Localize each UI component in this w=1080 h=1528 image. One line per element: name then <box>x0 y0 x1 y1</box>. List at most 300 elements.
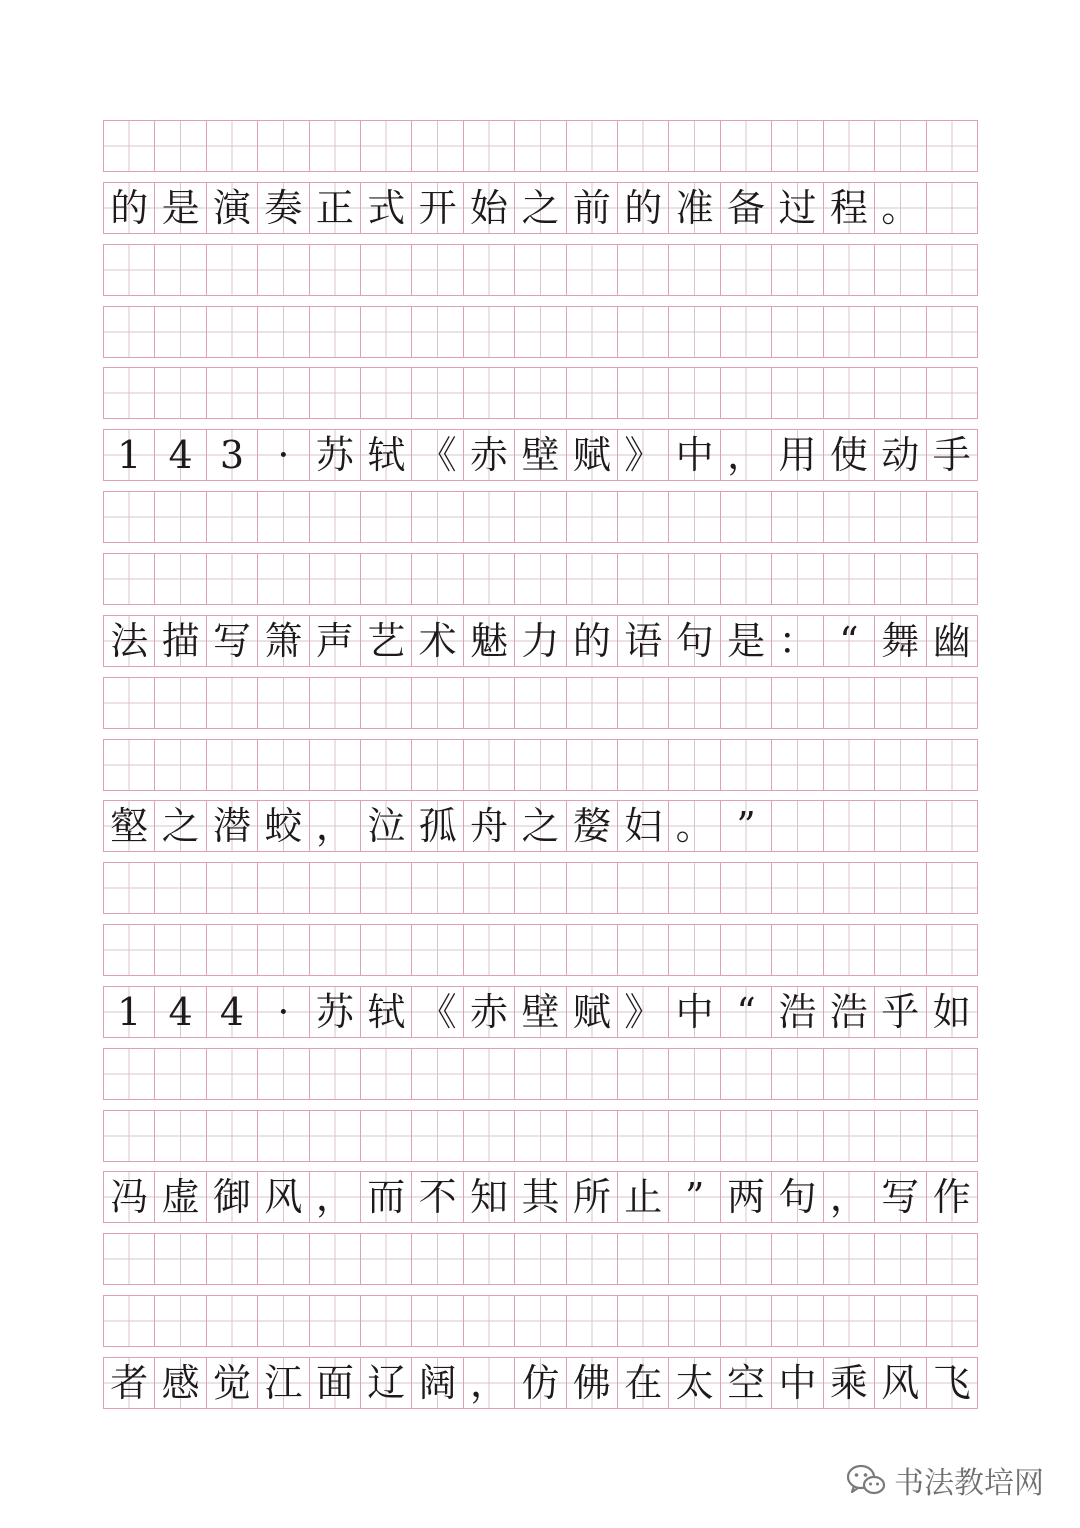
grid-cell: 辽 <box>360 1358 411 1408</box>
grid-cell <box>668 863 719 913</box>
grid-cell: 法 <box>103 616 154 666</box>
grid-cell <box>154 925 205 975</box>
blank-line <box>103 1233 978 1285</box>
grid-cell <box>309 1234 360 1284</box>
grid-cell: 正 <box>309 183 360 233</box>
grid-cell <box>720 121 771 171</box>
grid-cell: 潜 <box>206 801 257 851</box>
grid-cell <box>720 1049 771 1099</box>
grid-cell: ， <box>309 1172 360 1222</box>
grid-cell <box>720 245 771 295</box>
grid-cell <box>566 368 617 418</box>
blank-line <box>103 553 978 605</box>
grid-cell: 3 <box>206 430 257 480</box>
grid-cell <box>771 678 822 728</box>
grid-cell <box>411 863 462 913</box>
grid-cell <box>309 925 360 975</box>
grid-cell: 力 <box>514 616 565 666</box>
grid-cell <box>926 1234 978 1284</box>
grid-cell <box>309 368 360 418</box>
grid-cell <box>257 492 308 542</box>
grid-cell <box>360 1234 411 1284</box>
grid-cell <box>771 492 822 542</box>
grid-cell <box>309 554 360 604</box>
grid-cell: ， <box>823 1172 874 1222</box>
blank-line <box>103 677 978 729</box>
grid-cell <box>926 925 978 975</box>
grid-cell <box>566 492 617 542</box>
grid-cell: 》 <box>617 987 668 1037</box>
grid-cell <box>617 121 668 171</box>
grid-cell <box>617 1234 668 1284</box>
grid-cell <box>874 1049 925 1099</box>
grid-cell: 程 <box>823 183 874 233</box>
grid-cell <box>463 678 514 728</box>
grid-cell <box>566 678 617 728</box>
grid-cell: 写 <box>206 616 257 666</box>
grid-cell <box>514 740 565 790</box>
grid-cell <box>103 554 154 604</box>
grid-cell <box>668 245 719 295</box>
grid-cell <box>668 121 719 171</box>
grid-cell: 的 <box>617 183 668 233</box>
grid-cell <box>720 492 771 542</box>
grid-cell <box>463 925 514 975</box>
grid-cell: 写 <box>874 1172 925 1222</box>
grid-cell <box>309 245 360 295</box>
grid-cell <box>720 1296 771 1346</box>
grid-cell: 之 <box>514 183 565 233</box>
grid-cell <box>771 368 822 418</box>
text-line <box>103 615 978 667</box>
grid-cell: 用 <box>771 430 822 480</box>
grid-cell: 术 <box>411 616 462 666</box>
grid-cell <box>360 121 411 171</box>
grid-cell <box>926 492 978 542</box>
grid-cell <box>514 307 565 357</box>
grid-cell: 飞 <box>926 1358 978 1408</box>
grid-cell <box>771 801 822 851</box>
grid-cell <box>823 307 874 357</box>
grid-cell <box>411 740 462 790</box>
blank-line <box>103 306 978 358</box>
grid-cell: 仿 <box>514 1358 565 1408</box>
grid-cell <box>668 307 719 357</box>
grid-cell <box>926 1111 978 1161</box>
grid-cell <box>617 925 668 975</box>
grid-cell <box>154 740 205 790</box>
grid-cell: 风 <box>874 1358 925 1408</box>
grid-cell: 艺 <box>360 616 411 666</box>
grid-cell <box>360 740 411 790</box>
grid-cell <box>823 245 874 295</box>
grid-cell <box>874 368 925 418</box>
grid-cell: 蛟 <box>257 801 308 851</box>
grid-cell <box>874 121 925 171</box>
grid-cell <box>206 1296 257 1346</box>
grid-cell <box>257 245 308 295</box>
grid-cell: 壁 <box>514 430 565 480</box>
grid-cell <box>154 1111 205 1161</box>
grid-cell: 的 <box>103 183 154 233</box>
grid-cell <box>360 678 411 728</box>
grid-cell: 其 <box>514 1172 565 1222</box>
text-line <box>103 182 978 234</box>
grid-cell: 幽 <box>926 616 978 666</box>
grid-cell <box>874 1296 925 1346</box>
watermark-text: 书法教培网 <box>894 1466 1044 1501</box>
grid-cell: ， <box>463 1358 514 1408</box>
grid-cell <box>720 1234 771 1284</box>
grid-cell <box>771 1234 822 1284</box>
grid-cell <box>668 554 719 604</box>
grid-cell <box>617 1111 668 1161</box>
grid-cell: 知 <box>463 1172 514 1222</box>
blank-line <box>103 367 978 419</box>
grid-cell <box>514 925 565 975</box>
grid-cell: · <box>257 430 308 480</box>
grid-cell <box>360 492 411 542</box>
grid-cell: 浩 <box>823 987 874 1037</box>
grid-cell: 两 <box>720 1172 771 1222</box>
grid-cell: 泣 <box>360 801 411 851</box>
grid-cell <box>154 121 205 171</box>
grid-cell <box>360 1049 411 1099</box>
grid-cell <box>103 925 154 975</box>
grid-cell: 《 <box>411 987 462 1037</box>
text-line <box>103 429 978 481</box>
grid-cell <box>463 1111 514 1161</box>
grid-cell: 壁 <box>514 987 565 1037</box>
grid-cell: 浩 <box>771 987 822 1037</box>
grid-cell <box>668 1234 719 1284</box>
grid-cell <box>514 863 565 913</box>
blank-line <box>103 862 978 914</box>
grid-cell: 演 <box>206 183 257 233</box>
grid-cell <box>926 740 978 790</box>
grid-cell: 。 <box>668 801 719 851</box>
grid-cell <box>566 307 617 357</box>
grid-cell <box>566 863 617 913</box>
grid-cell: 箫 <box>257 616 308 666</box>
grid-cell <box>926 307 978 357</box>
blank-line <box>103 1110 978 1162</box>
grid-cell <box>823 740 874 790</box>
grid-cell <box>823 368 874 418</box>
grid-cell <box>103 678 154 728</box>
grid-cell <box>926 1049 978 1099</box>
grid-cell <box>874 492 925 542</box>
grid-cell <box>566 554 617 604</box>
grid-cell: 阔 <box>411 1358 462 1408</box>
text-line <box>103 1357 978 1409</box>
grid-cell <box>463 307 514 357</box>
grid-cell: 不 <box>411 1172 462 1222</box>
grid-cell <box>154 307 205 357</box>
grid-cell: 感 <box>154 1358 205 1408</box>
grid-cell <box>411 678 462 728</box>
grid-cell <box>668 492 719 542</box>
grid-cell <box>463 368 514 418</box>
grid-cell: 奏 <box>257 183 308 233</box>
grid-cell: 中 <box>668 430 719 480</box>
grid-cell <box>309 678 360 728</box>
grid-cell <box>823 121 874 171</box>
grid-cell <box>360 863 411 913</box>
grid-cell <box>874 307 925 357</box>
grid-cell: 佛 <box>566 1358 617 1408</box>
grid-cell <box>617 245 668 295</box>
grid-cell: 舞 <box>874 616 925 666</box>
grid-cell <box>257 368 308 418</box>
grid-cell: 4 <box>206 987 257 1037</box>
grid-cell: 轼 <box>360 987 411 1037</box>
grid-cell: 御 <box>206 1172 257 1222</box>
grid-cell <box>463 492 514 542</box>
grid-cell <box>823 925 874 975</box>
grid-cell: 空 <box>720 1358 771 1408</box>
grid-cell: 嫠 <box>566 801 617 851</box>
grid-cell <box>823 678 874 728</box>
grid-cell: 前 <box>566 183 617 233</box>
grid-cell <box>103 863 154 913</box>
grid-cell <box>668 678 719 728</box>
grid-cell: 赤 <box>463 987 514 1037</box>
grid-cell: 句 <box>771 1172 822 1222</box>
grid-cell <box>206 492 257 542</box>
grid-cell <box>617 678 668 728</box>
grid-cell <box>206 368 257 418</box>
grid-cell <box>257 863 308 913</box>
grid-cell <box>154 678 205 728</box>
grid-cell <box>514 368 565 418</box>
grid-cell <box>463 1296 514 1346</box>
grid-cell: 冯 <box>103 1172 154 1222</box>
grid-cell <box>206 1049 257 1099</box>
grid-cell: 备 <box>720 183 771 233</box>
grid-cell: 所 <box>566 1172 617 1222</box>
grid-cell <box>103 740 154 790</box>
grid-cell <box>926 863 978 913</box>
grid-cell <box>154 863 205 913</box>
grid-cell <box>206 925 257 975</box>
grid-cell <box>874 678 925 728</box>
grid-cell <box>514 1296 565 1346</box>
grid-cell <box>566 1296 617 1346</box>
grid-cell <box>154 1296 205 1346</box>
grid-cell: 而 <box>360 1172 411 1222</box>
grid-cell: 苏 <box>309 987 360 1037</box>
grid-cell <box>360 245 411 295</box>
grid-cell <box>309 1111 360 1161</box>
grid-cell: 之 <box>154 801 205 851</box>
grid-cell <box>514 1111 565 1161</box>
grid-cell <box>566 925 617 975</box>
grid-cell <box>411 1049 462 1099</box>
grid-cell: 中 <box>771 1358 822 1408</box>
grid-cell: 赋 <box>566 430 617 480</box>
grid-cell <box>823 1111 874 1161</box>
grid-cell <box>926 678 978 728</box>
grid-cell: 乘 <box>823 1358 874 1408</box>
grid-cell: 轼 <box>360 430 411 480</box>
grid-cell <box>926 1296 978 1346</box>
grid-cell <box>309 492 360 542</box>
grid-cell <box>257 1296 308 1346</box>
grid-cell <box>154 368 205 418</box>
grid-cell <box>463 121 514 171</box>
grid-cell: 如 <box>926 987 978 1037</box>
grid-cell <box>823 1234 874 1284</box>
grid-cell <box>874 245 925 295</box>
grid-cell <box>103 492 154 542</box>
blank-line <box>103 244 978 296</box>
grid-cell <box>566 740 617 790</box>
grid-cell: 太 <box>668 1358 719 1408</box>
grid-cell: 赤 <box>463 430 514 480</box>
grid-cell: 手 <box>926 430 978 480</box>
grid-cell <box>309 1296 360 1346</box>
grid-cell <box>154 1049 205 1099</box>
grid-cell: 动 <box>874 430 925 480</box>
grid-cell: 面 <box>309 1358 360 1408</box>
grid-cell: 4 <box>154 987 205 1037</box>
grid-cell <box>103 121 154 171</box>
grid-cell: ， <box>309 801 360 851</box>
grid-cell <box>411 554 462 604</box>
grid-cell: 中 <box>668 987 719 1037</box>
grid-cell: 《 <box>411 430 462 480</box>
grid-cell <box>463 245 514 295</box>
grid-cell <box>257 678 308 728</box>
grid-cell <box>668 368 719 418</box>
grid-cell <box>771 863 822 913</box>
grid-cell <box>411 245 462 295</box>
grid-cell <box>926 554 978 604</box>
grid-cell: 止 <box>617 1172 668 1222</box>
grid-cell <box>411 1111 462 1161</box>
grid-cell <box>309 740 360 790</box>
grid-cell: “ <box>823 616 874 666</box>
grid-cell <box>103 1049 154 1099</box>
grid-cell <box>668 1111 719 1161</box>
text-line <box>103 800 978 852</box>
grid-cell <box>463 554 514 604</box>
grid-cell <box>360 925 411 975</box>
grid-cell <box>411 1234 462 1284</box>
grid-cell <box>720 368 771 418</box>
grid-cell <box>103 368 154 418</box>
grid-cell <box>257 554 308 604</box>
text-line <box>103 986 978 1038</box>
grid-cell <box>720 554 771 604</box>
grid-cell <box>206 121 257 171</box>
grid-cell <box>566 121 617 171</box>
grid-cell <box>360 307 411 357</box>
grid-cell: 作 <box>926 1172 978 1222</box>
grid-cell <box>874 925 925 975</box>
grid-cell <box>206 740 257 790</box>
grid-cell <box>823 492 874 542</box>
wechat-icon <box>846 1463 886 1497</box>
grid-cell <box>411 121 462 171</box>
grid-cell <box>771 1111 822 1161</box>
grid-cell <box>154 1234 205 1284</box>
grid-cell <box>566 245 617 295</box>
grid-cell <box>720 1111 771 1161</box>
grid-cell <box>823 801 874 851</box>
grid-cell: 始 <box>463 183 514 233</box>
grid-cell: “ <box>720 987 771 1037</box>
grid-cell <box>514 554 565 604</box>
grid-cell <box>566 1234 617 1284</box>
grid-cell: 1 <box>103 987 154 1037</box>
grid-cell: 准 <box>668 183 719 233</box>
grid-cell <box>514 245 565 295</box>
grid-cell: ： <box>771 616 822 666</box>
grid-cell: 妇 <box>617 801 668 851</box>
grid-cell: 风 <box>257 1172 308 1222</box>
grid-cell: 4 <box>154 430 205 480</box>
grid-cell <box>926 245 978 295</box>
grid-cell <box>411 492 462 542</box>
grid-cell <box>257 740 308 790</box>
grid-cell <box>463 740 514 790</box>
grid-cell: ” <box>668 1172 719 1222</box>
grid-cell <box>668 1296 719 1346</box>
grid-cell <box>309 863 360 913</box>
grid-cell: 句 <box>668 616 719 666</box>
grid-cell: 舟 <box>463 801 514 851</box>
grid-cell <box>206 245 257 295</box>
grid-cell: 江 <box>257 1358 308 1408</box>
grid-cell <box>463 1049 514 1099</box>
grid-cell <box>720 740 771 790</box>
grid-cell <box>720 925 771 975</box>
grid-cell: 苏 <box>309 430 360 480</box>
grid-cell: 乎 <box>874 987 925 1037</box>
grid-cell: 开 <box>411 183 462 233</box>
grid-cell <box>617 554 668 604</box>
grid-cell <box>926 801 978 851</box>
grid-cell <box>566 1111 617 1161</box>
grid-cell <box>360 368 411 418</box>
grid-cell <box>411 1296 462 1346</box>
grid-cell <box>309 121 360 171</box>
grid-cell <box>257 1234 308 1284</box>
grid-cell <box>463 863 514 913</box>
grid-cell <box>874 1111 925 1161</box>
grid-cell <box>154 492 205 542</box>
grid-cell <box>720 678 771 728</box>
blank-line <box>103 491 978 543</box>
grid-cell <box>771 121 822 171</box>
grid-cell <box>411 307 462 357</box>
grid-cell <box>668 1049 719 1099</box>
grid-cell <box>771 740 822 790</box>
grid-cell: 魅 <box>463 616 514 666</box>
blank-line <box>103 1295 978 1347</box>
grid-cell <box>823 554 874 604</box>
grid-cell <box>360 1111 411 1161</box>
grid-cell <box>206 554 257 604</box>
grid-cell <box>103 1111 154 1161</box>
grid-cell: 赋 <box>566 987 617 1037</box>
grid-cell <box>103 1296 154 1346</box>
grid-cell <box>257 1111 308 1161</box>
grid-cell <box>617 368 668 418</box>
grid-cell <box>566 1049 617 1099</box>
